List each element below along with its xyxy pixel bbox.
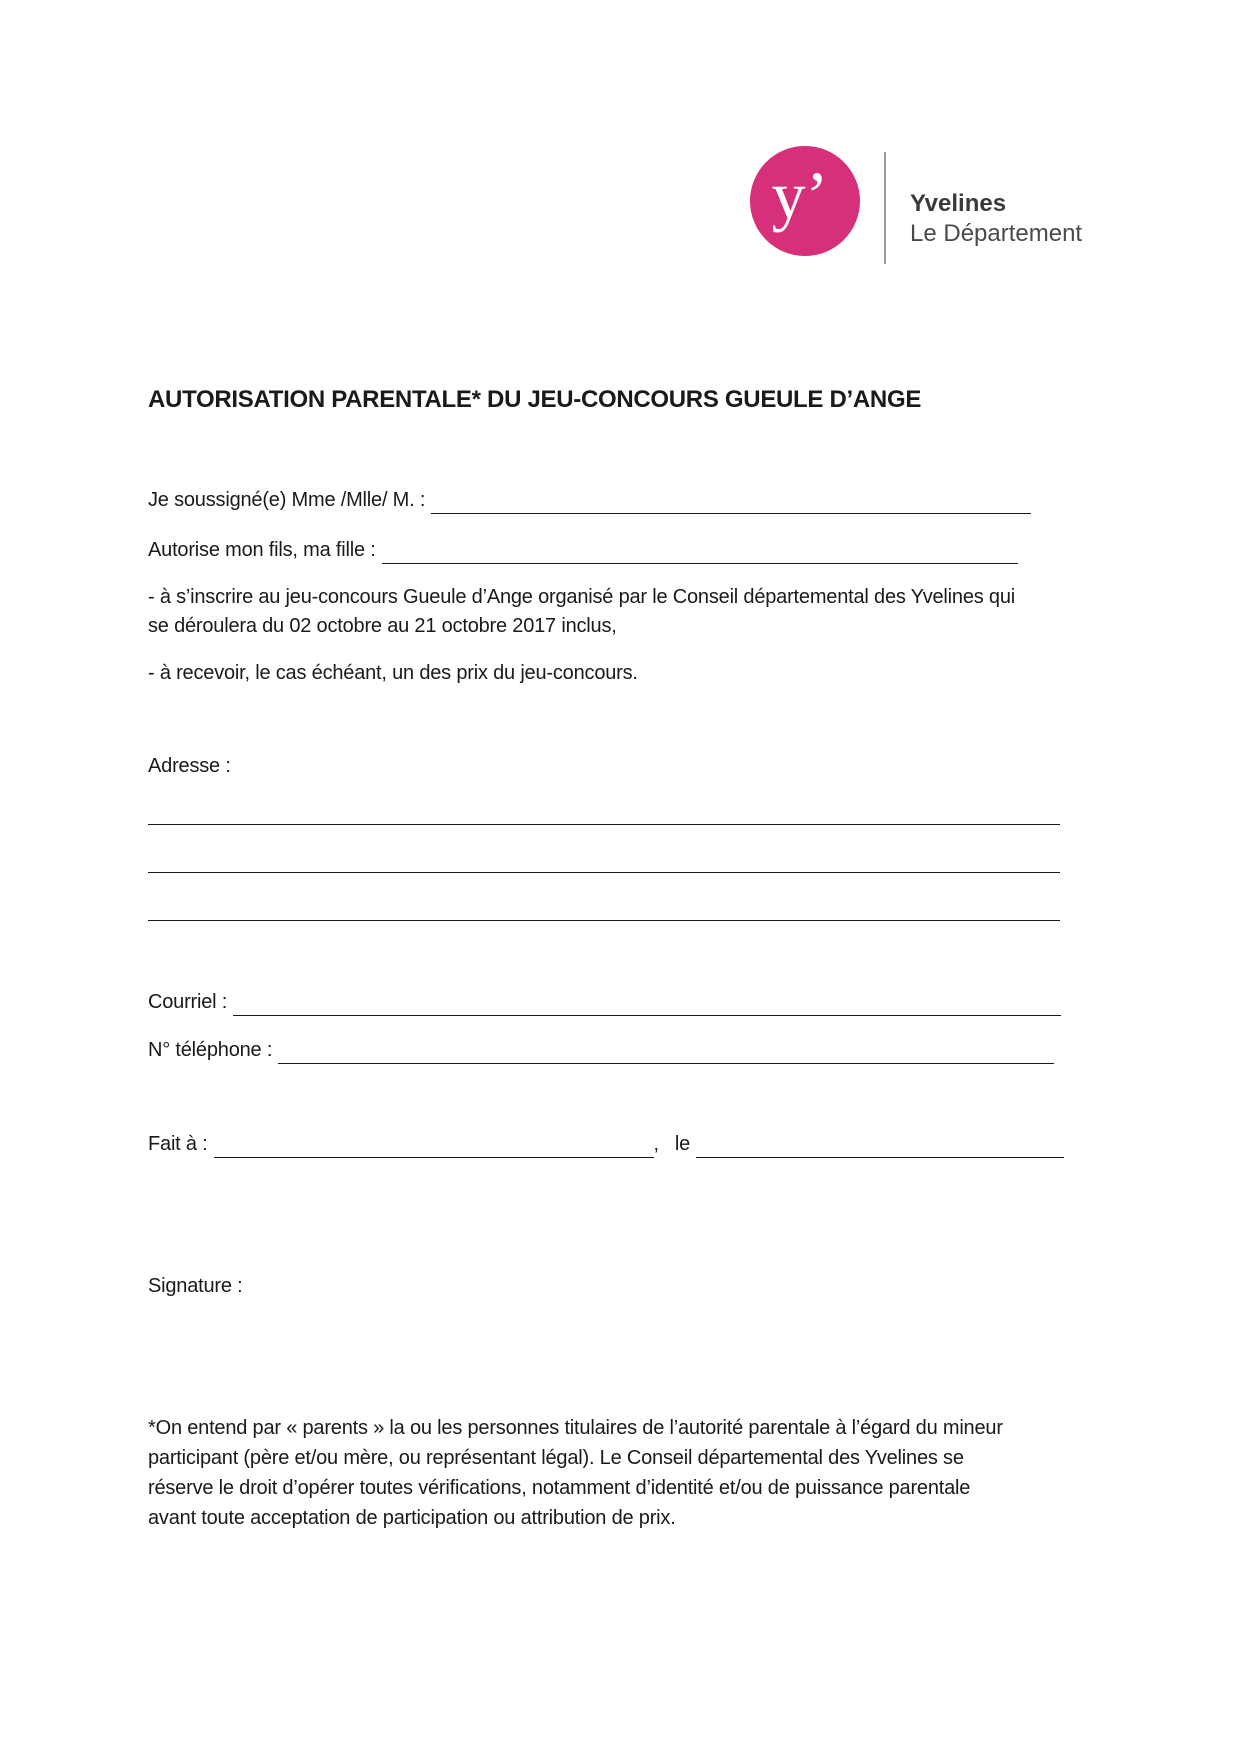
footnote-line: participant (père et/ou mère, ou représentant légal). Le Conseil départemental des Yvelines se <box>148 1447 964 1469</box>
footnote-line: réserve le droit d’opérer toutes vérifications, notamment d’identité et/ou de puissance parentale <box>148 1477 971 1499</box>
logo-divider <box>884 152 886 264</box>
authorization-line: - à recevoir, le cas échéant, un des prix du jeu-concours. <box>148 662 638 684</box>
document-title: AUTORISATION PARENTALE* DU JEU-CONCOURS GUEULE D’ANGE <box>148 386 922 413</box>
courriel-label: Courriel : <box>148 991 228 1013</box>
adresse-line-1[interactable] <box>148 824 1060 825</box>
soussigne-field[interactable] <box>148 486 1031 514</box>
authorization-line: se déroulera du 02 octobre au 21 octobre 2017 inclus, <box>148 615 617 637</box>
soussigne-label: Je soussigné(e) Mme /Mlle/ M. : <box>148 489 426 511</box>
footnote <box>148 1413 1003 1533</box>
adresse-line-3[interactable] <box>148 920 1060 921</box>
enfant-input-line[interactable] <box>382 541 1018 564</box>
logo-name: Yvelines <box>910 190 1007 217</box>
signature-label: Signature : <box>148 1275 243 1297</box>
authorization-prix <box>148 659 638 688</box>
telephone-field[interactable] <box>148 1036 1054 1064</box>
date-input-line[interactable] <box>696 1135 1064 1158</box>
le-label: le <box>674 1133 691 1155</box>
courriel-input-line[interactable] <box>233 993 1061 1016</box>
telephone-label: N° téléphone : <box>148 1039 273 1061</box>
adresse-line-2[interactable] <box>148 872 1060 873</box>
soussigne-input-line[interactable] <box>431 491 1031 514</box>
enfant-label: Autorise mon fils, ma fille : <box>148 539 376 561</box>
fait-input-line[interactable] <box>214 1135 654 1158</box>
yvelines-logo <box>750 146 1110 266</box>
enfant-field[interactable] <box>148 536 1018 564</box>
telephone-input-line[interactable] <box>278 1041 1054 1064</box>
authorization-inscription <box>148 583 1015 641</box>
footnote-line: avant toute acceptation de participation ou attribution de prix. <box>148 1507 676 1529</box>
logo-subtitle: Le Département <box>910 220 1083 247</box>
adresse-label: Adresse : <box>148 755 231 777</box>
logo-y-mark-icon <box>750 146 860 256</box>
fait-comma: , <box>653 1133 659 1155</box>
logo-mark-text: y’ <box>771 157 829 233</box>
fait-field[interactable] <box>148 1130 1064 1158</box>
courriel-field[interactable] <box>148 988 1061 1016</box>
footnote-line: *On entend par « parents » la ou les personnes titulaires de l’autorité parentale à l’égard du mineur <box>148 1417 1003 1439</box>
fait-label: Fait à : <box>148 1133 208 1155</box>
authorization-line: - à s’inscrire au jeu-concours Gueule d’Ange organisé par le Conseil départemental des Yvelines qui <box>148 586 1016 608</box>
